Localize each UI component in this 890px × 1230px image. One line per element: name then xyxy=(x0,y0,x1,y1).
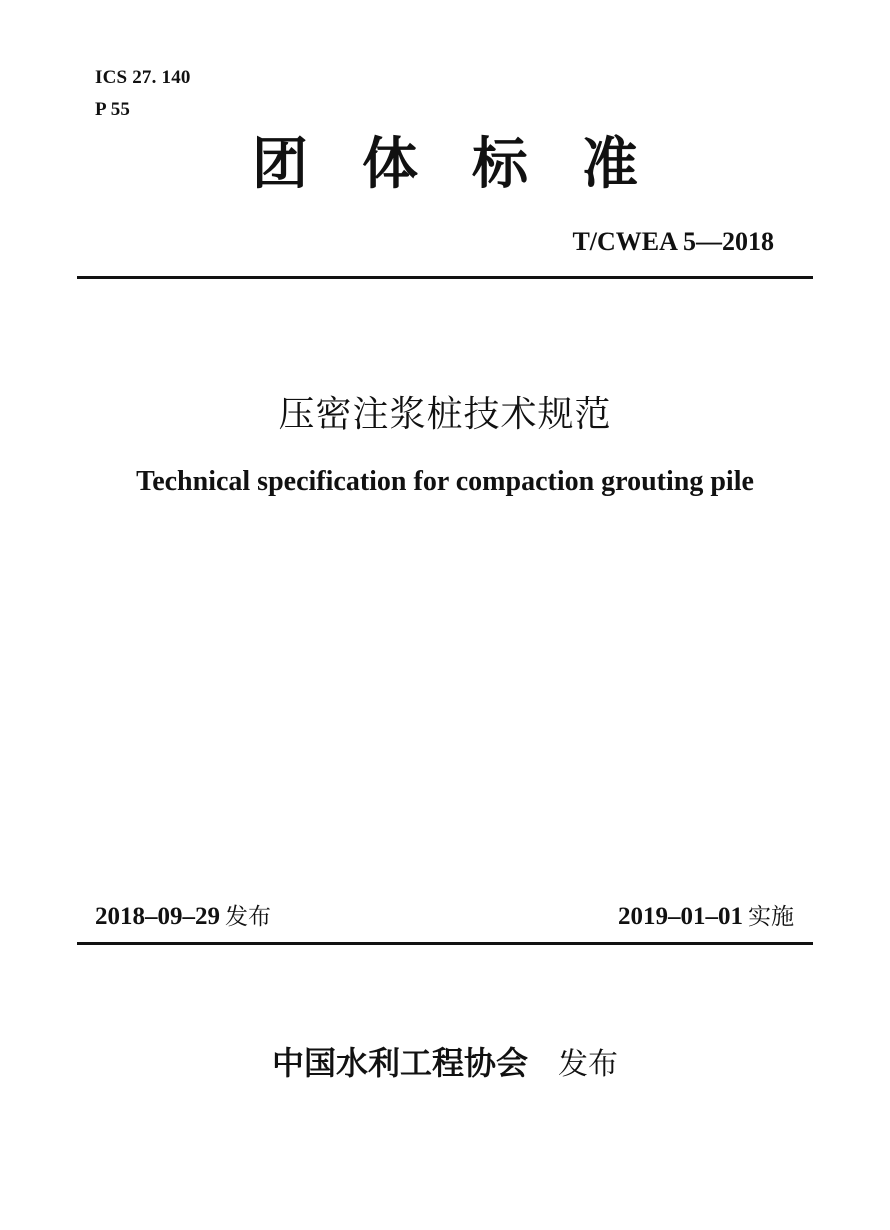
issue-date: 2018–09–29 xyxy=(95,903,220,930)
implementation-date: 2019–01–01 xyxy=(618,903,743,930)
title-english: Technical specification for compaction grouting pile xyxy=(136,466,754,497)
standard-number: T/CWEA 5—2018 xyxy=(572,227,774,256)
top-divider xyxy=(77,276,813,279)
issue-label: 发布 xyxy=(225,904,271,930)
ccs-code: P 55 xyxy=(95,99,131,120)
publisher-name: 中国水利工程协会 xyxy=(271,1044,528,1082)
document-type-heading: 团体标准 xyxy=(252,132,692,197)
implementation-date-line xyxy=(618,898,794,931)
implementation-label: 实施 xyxy=(748,904,794,930)
title-chinese: 压密注浆桩技术规范 xyxy=(278,394,612,435)
publisher-action: 发布 xyxy=(558,1047,618,1082)
issue-date-line xyxy=(95,898,271,931)
bottom-divider xyxy=(77,942,813,945)
publisher-line xyxy=(0,1040,890,1088)
ics-code: ICS 27. 140 xyxy=(95,67,191,88)
